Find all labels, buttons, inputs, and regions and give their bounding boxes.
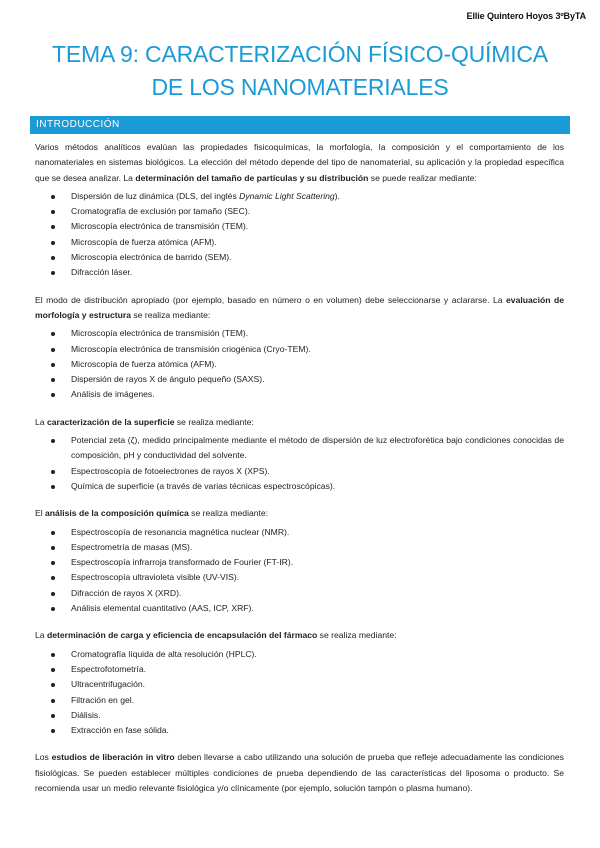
list-item: Dispersión de rayos X de ángulo pequeño (SAXS). [71,372,564,387]
composition-tail: se realiza mediante: [188,508,269,519]
section-heading-bar [30,116,570,134]
list-item: Análisis elemental cuantitativo (AAS, ICP, XRF). [71,601,564,616]
list-item: Cromatografía líquida de alta resolución (HPLC). [71,647,564,662]
list-item-text: Dispersión de luz dinámica (DLS, del inglés [71,190,240,201]
list-item: Microscopía de fuerza atómica (AFM). [71,357,564,372]
list-item: Microscopía electrónica de transmisión criogénica (Cryo-TEM). [71,342,564,357]
list-item-italic: Dynamic Light Scattering [239,190,335,201]
list-item: Potencial zeta (ζ), medido principalmente mediante el método de dispersión de luz electroforética bajo condiciones conocidas de composición, pH y conductividad del solvente. [71,433,564,464]
list-item: Química de superficie (a través de varias técnicas espectroscópicas). [71,479,564,494]
author-header: Ellie Quintero Hoyos 3ºByTA [466,11,586,21]
intro-bold: determinación del tamaño de partículas y su distribución [135,172,369,183]
composition-lead: El [35,508,46,519]
composition-paragraph [35,506,564,521]
intro-tail: se puede realizar mediante: [368,172,477,183]
charge-lead: La [35,630,47,641]
list-item: Microscopía electrónica de transmisión (TEM). [71,219,564,234]
list-item: Ultracentrifugación. [71,677,564,692]
charge-bold: determinación de carga y eficiencia de encapsulación del fármaco [46,630,318,641]
list-item: Filtración en gel. [71,693,564,708]
surface-methods-list [35,433,564,494]
list-item: Microscopía de fuerza atómica (AFM). [71,235,564,250]
list-item: Espectroscopía de resonancia magnética nuclear (NMR). [71,525,564,540]
title-line-2: DE LOS NANOMATERIALES [151,74,449,100]
composition-methods-list [35,525,564,617]
section-heading: INTRODUCCIÓN [36,119,120,130]
surface-lead: La [35,416,47,427]
title-line-1: TEMA 9: CARACTERIZACIÓN FÍSICO-QUÍMICA [52,41,548,67]
list-item: Microscopía electrónica de barrido (SEM). [71,250,564,265]
release-tail: deben llevarse a cabo utilizando una solución de prueba que refleje adecuadamente las condiciones fisiológicas. Se pueden establecer múltiples condiciones de prueba dependiendo de las características del liposoma o producto. Se recomienda usar un medio relevante fisiológica y/o clínicamente (por ejemplo, solución tampón o plasma humano). [35,752,564,793]
charge-paragraph [35,628,564,643]
release-paragraph [35,750,564,796]
list-item: Espectroscopía infrarroja transformado de Fourier (FT-IR). [71,555,564,570]
list-item: Espectroscopía de fotoelectrones de rayos X (XPS). [71,464,564,479]
list-item [71,189,564,204]
list-item: Espectrometría de masas (MS). [71,540,564,555]
page-title [0,38,600,104]
morph-tail: se realiza mediante: [130,309,211,320]
list-item: Microscopía electrónica de transmisión (TEM). [71,326,564,341]
morphology-paragraph [35,293,564,324]
list-item: Extracción en fase sólida. [71,723,564,738]
surface-paragraph [35,415,564,430]
document-body [35,140,564,796]
release-lead: Los [35,752,52,763]
intro-text: Varios métodos analíticos evalúan las propiedades fisicoquímicas, la morfología, la composición y el comportamiento de los nanomateriales en sistemas biológicos. La elección del método depende del tipo de nanomaterial, su aplicación y la propiedad específica que se desea analizar. La [35,142,564,183]
list-item: Difracción láser. [71,265,564,280]
list-item-text: ). [334,190,340,201]
charge-tail: se realiza mediante: [317,630,397,641]
morph-text: El modo de distribución apropiado (por ejemplo, basado en número o en volumen) debe seleccionarse y aclararse. La [35,294,507,305]
size-methods-list [35,189,564,281]
morph-bold: evaluación de morfología y estructura [35,294,564,320]
morphology-methods-list [35,326,564,402]
list-item: Diálisis. [71,708,564,723]
charge-methods-list [35,647,564,739]
list-item: Cromatografía de exclusión por tamaño (SEC). [71,204,564,219]
surface-bold: caracterización de la superficie [46,416,175,427]
composition-bold: análisis de la composición química [45,508,189,519]
list-item: Difracción de rayos X (XRD). [71,586,564,601]
list-item: Espectrofotometría. [71,662,564,677]
surface-tail: se realiza mediante: [174,416,254,427]
release-bold: estudios de liberación in vitro [51,752,175,763]
list-item: Análisis de imágenes. [71,387,564,402]
intro-paragraph [35,140,564,186]
list-item: Espectroscopía ultravioleta visible (UV-VIS). [71,570,564,585]
